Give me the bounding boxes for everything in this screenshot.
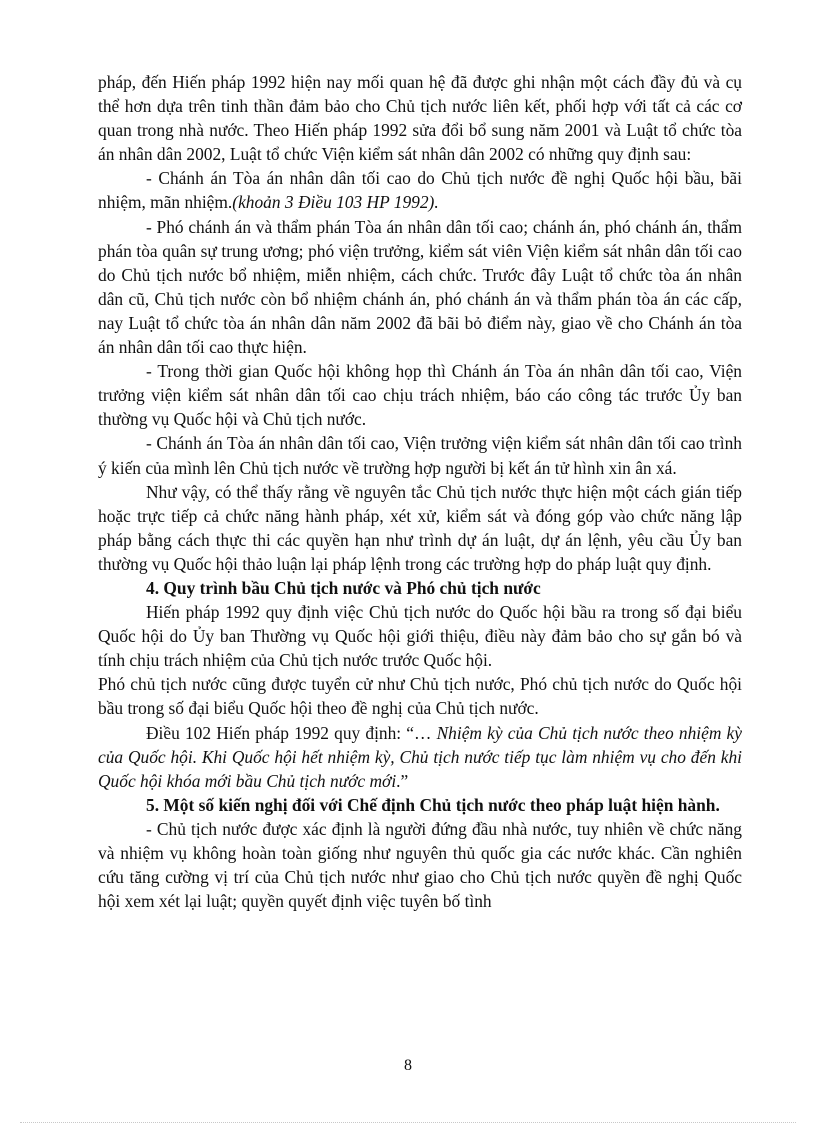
- quotation: Nhiệm kỳ của Chủ tịch nước theo nhiệm kỳ của Quốc hội. Khi Quốc hội hết nhiệm kỳ, Chủ tịch nước tiếp tục làm nhiệm vụ cho đến khi Quốc hội khóa mới bầu Chủ tịch nước mới: [98, 722, 742, 791]
- paragraph-9-text: Điều 102 Hiến pháp 1992 quy định: “…: [146, 722, 437, 743]
- paragraph-6: Như vậy, có thể thấy rằng về nguyên tắc Chủ tịch nước thực hiện một cách gián tiếp hoặc trực tiếp cả chức năng hành pháp, xét xử, kiểm sát và đóng góp vào chức năng lập pháp bằng cách thực thi các quyền hạn như trình dự án luật, dự án lệnh, yêu cầu Ủy ban thường vụ Quốc hội thảo luận lại pháp lệnh trong các trường hợp do pháp luật quy định.: [98, 481, 742, 574]
- paragraph-1: pháp, đến Hiến pháp 1992 hiện nay mối quan hệ đã được ghi nhận một cách đầy đủ và cụ thể hơn dựa trên tinh thần đảm bảo cho Chủ tịch nước liên kết, phối hợp với tất cả các cơ quan trong nhà nước. Theo Hiến pháp 1992 sửa đổi bổ sung năm 2001 và Luật tổ chức tòa án nhân dân 2002, Luật tổ chức Viện kiểm sát nhân dân 2002 có những quy định sau:: [98, 72, 742, 165]
- paragraph-3: - Phó chánh án và thẩm phán Tòa án nhân dân tối cao; chánh án, phó chánh án, thẩm phán tòa quân sự trung ương; phó viện trưởng, kiểm sát viên Viện kiểm sát nhân dân tối cao do Chủ tịch nước bổ nhiệm, miễn nhiệm, cách chức. Trước đây Luật tổ chức tòa án nhân dân cũ, Chủ tịch nước còn bổ nhiệm chánh án, phó chánh án và thẩm phán tòa án các cấp, nay Luật tổ chức tòa án nhân dân năm 2002 đã bãi bỏ điểm này, giao về cho Chánh án tòa án nhân dân tối cao thực hiện.: [98, 216, 742, 358]
- quotation-end: .”: [396, 770, 409, 791]
- section-heading-5: 5. Một số kiến nghị đối với Chế định Chủ tịch nước theo pháp luật hiện hành.: [146, 794, 720, 815]
- document-body: [98, 70, 742, 913]
- section-heading-4: 4. Quy trình bầu Chủ tịch nước và Phó chủ tịch nước: [146, 577, 541, 598]
- paragraph-10: - Chủ tịch nước được xác định là người đứng đầu nhà nước, tuy nhiên về chức năng và nhiệm vụ không hoàn toàn giống như nguyên thủ quốc gia các nước khác. Cần nghiên cứu tăng cường vị trí của Chủ tịch nước như giao cho Chủ tịch nước quyền đề nghị Quốc hội xem xét lại luật; quyền quyết định việc tuyên bố tình: [98, 818, 742, 912]
- page-number: 8: [404, 1057, 412, 1074]
- paragraph-9: [98, 721, 742, 793]
- paragraph-2-text: - Chánh án Tòa án nhân dân tối cao do Chủ tịch nước đề nghị Quốc hội bầu, bãi nhiệm, mãn nhiệm.: [98, 168, 742, 213]
- paragraph-2: [98, 166, 742, 214]
- paragraph-4: - Trong thời gian Quốc hội không họp thì Chánh án Tòa án nhân dân tối cao, Viện trưởng viện kiểm sát nhân dân tối cao chịu trách nhiệm, báo cáo công tác trước Ủy ban thường vụ Quốc hội và Chủ tịch nước.: [98, 361, 742, 430]
- paragraph-8: Phó chủ tịch nước cũng được tuyển cử như Chủ tịch nước, Phó chủ tịch nước do Quốc hội bầu trong số đại biểu Quốc hội theo đề nghị của Chủ tịch nước.: [98, 674, 742, 719]
- paragraph-5: - Chánh án Tòa án nhân dân tối cao, Viện trưởng viện kiểm sát nhân dân tối cao trình ý kiến của mình lên Chủ tịch nước về trường hợp người bị kết án tử hình xin ân xá.: [98, 433, 742, 478]
- citation: (khoản 3 Điều 103 HP 1992).: [232, 192, 439, 213]
- paragraph-7: Hiến pháp 1992 quy định việc Chủ tịch nước do Quốc hội bầu ra trong số đại biểu Quốc hội do Ủy ban Thường vụ Quốc hội giới thiệu, điều này đảm bảo cho sự gắn bó và tính chịu trách nhiệm của Chủ tịch nước trước Quốc hội.: [98, 602, 742, 671]
